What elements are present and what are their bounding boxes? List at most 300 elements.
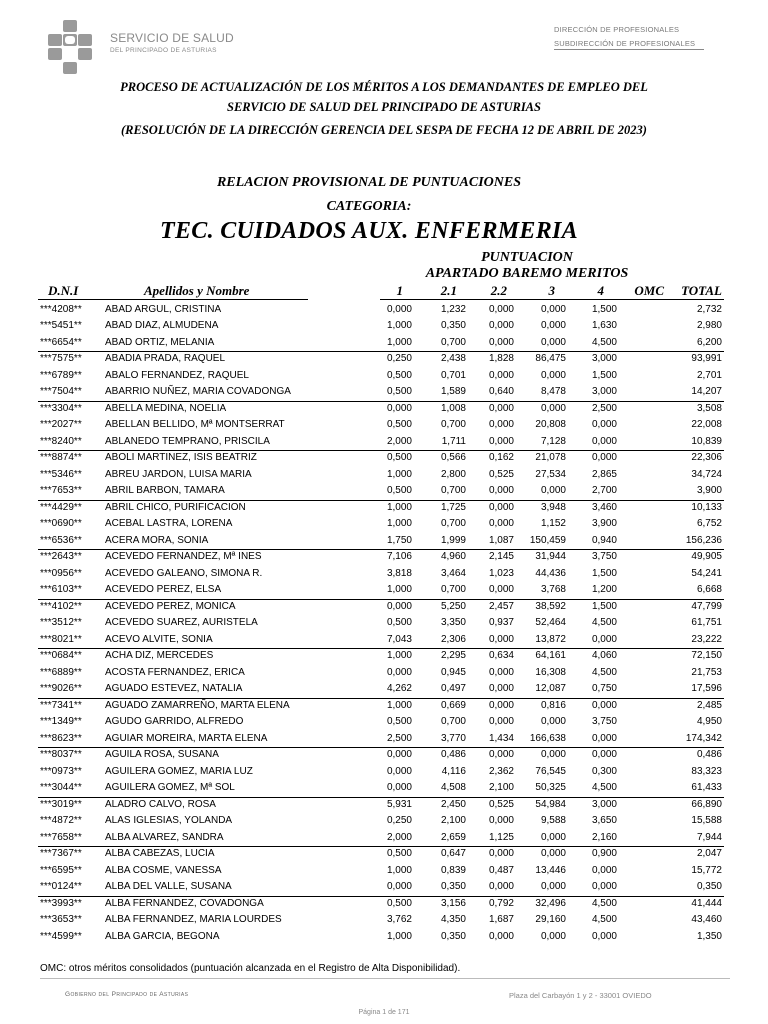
cell-2-2: 2,100 [488, 782, 514, 793]
cell-2-2: 0,000 [488, 815, 514, 826]
cell-2-1: 0,350 [440, 881, 466, 892]
cell-total: 17,596 [691, 683, 722, 694]
cell-2-2: 0,937 [488, 617, 514, 628]
cell-dni: ***8623** [40, 732, 82, 744]
cell-name: AGUADO ESTEVEZ, NATALIA [105, 683, 243, 694]
col-2-1-header: 2.1 [440, 283, 457, 298]
org-name: SERVICIO DE SALUD [110, 31, 234, 45]
cell-2-1: 1,725 [440, 501, 466, 513]
cell-name: ABRIL BARBON, TAMARA [105, 485, 225, 496]
cell-2-2: 0,000 [488, 402, 514, 414]
cell-name: ALBA CABEZAS, LUCIA [105, 848, 215, 859]
col-4-header: 4 [597, 283, 604, 298]
cell-dni: ***0690** [40, 518, 82, 529]
cell-4: 1,500 [591, 369, 617, 381]
group-separator [38, 500, 724, 501]
cell-total: 49,905 [691, 551, 722, 562]
cell-dni: ***1349** [40, 716, 82, 727]
cell-2-2: 0,000 [488, 518, 514, 529]
cell-total: 41,444 [691, 897, 722, 909]
cell-2-1: 4,116 [441, 765, 466, 777]
table-row [0, 599, 768, 616]
cell-2-2: 0,000 [488, 716, 514, 727]
cell-1: 0,000 [386, 303, 412, 315]
cell-3: 7,128 [540, 435, 566, 447]
footer-government: Gobierno del Principado de Asturias [65, 991, 189, 998]
cell-1: 2,000 [386, 435, 412, 447]
cell-2-2: 0,487 [488, 864, 514, 876]
cell-1: 0,000 [386, 749, 412, 760]
cell-4: 4,500 [591, 782, 617, 793]
cell-2-1: 0,839 [440, 864, 466, 876]
cell-1: 0,000 [386, 402, 412, 414]
page-number: Página 1 de 171 [358, 1009, 410, 1016]
cell-3: 76,545 [535, 765, 566, 777]
cell-name: AGUADO ZAMARREÑO, MARTA ELENA [105, 699, 290, 711]
cell-4: 0,300 [591, 765, 617, 777]
cell-3: 38,592 [535, 600, 566, 612]
cell-name: ALADRO CALVO, ROSA [105, 798, 216, 810]
table-row [0, 450, 768, 467]
table-row [0, 846, 768, 863]
cell-total: 22,306 [691, 452, 722, 463]
cell-total: 66,890 [691, 798, 722, 810]
cell-2-2: 1,023 [488, 567, 514, 579]
table-row [0, 648, 768, 665]
cell-dni: ***5451** [40, 320, 82, 331]
cell-1: 3,818 [386, 567, 412, 579]
cell-total: 21,753 [691, 666, 722, 678]
cell-dni: ***8037** [40, 749, 82, 760]
cell-4: 4,500 [591, 914, 617, 925]
cell-2-2: 0,000 [488, 699, 514, 711]
cell-total: 72,150 [691, 650, 722, 661]
cell-dni: ***5346** [40, 468, 82, 480]
cell-3: 0,000 [540, 716, 566, 727]
cell-name: ALBA ALVAREZ, SANDRA [105, 831, 224, 843]
cell-2-1: 0,945 [440, 666, 466, 678]
cell-name: ACERA MORA, SONIA [105, 534, 209, 546]
cell-total: 54,241 [691, 567, 722, 579]
cell-1: 0,500 [386, 369, 412, 381]
table-row [0, 912, 768, 929]
cell-total: 34,724 [691, 468, 722, 480]
cell-total: 15,588 [691, 815, 722, 826]
cell-4: 1,500 [591, 303, 617, 315]
cell-1: 1,000 [386, 468, 412, 480]
cell-name: AGUIAR MOREIRA, MARTA ELENA [105, 732, 268, 744]
cell-total: 0,350 [696, 881, 722, 892]
cell-total: 14,207 [691, 386, 722, 397]
cell-total: 2,701 [696, 369, 722, 381]
cell-4: 0,000 [591, 419, 617, 430]
cell-dni: ***6889** [40, 666, 82, 678]
cell-2-1: 0,669 [440, 699, 466, 711]
cell-dni: ***7658** [40, 831, 82, 843]
cell-name: ACEVO ALVITE, SONIA [105, 633, 213, 645]
cell-1: 0,000 [386, 881, 412, 892]
cell-1: 1,000 [386, 864, 412, 876]
cell-2-1: 0,700 [440, 518, 466, 529]
cell-dni: ***6536** [40, 534, 82, 546]
cell-3: 150,459 [529, 534, 566, 546]
cell-dni: ***7367** [40, 848, 82, 859]
footer-divider [40, 978, 730, 979]
cell-1: 3,762 [386, 914, 412, 925]
group-separator [38, 698, 724, 699]
cell-dni: ***7504** [40, 386, 82, 397]
cell-4: 2,160 [591, 831, 617, 843]
col-3-header: 3 [548, 283, 555, 298]
table-row [0, 582, 768, 599]
table-row [0, 830, 768, 847]
cell-total: 61,751 [691, 617, 722, 628]
cell-dni: ***7575** [40, 353, 82, 364]
cell-dni: ***6103** [40, 584, 82, 595]
cell-2-1: 0,486 [440, 749, 466, 760]
cell-3: 44,436 [535, 567, 566, 579]
cell-2-2: 0,162 [488, 452, 514, 463]
table-row [0, 929, 768, 946]
table-row [0, 797, 768, 814]
cell-1: 7,043 [386, 633, 412, 645]
cell-4: 1,630 [591, 320, 617, 331]
cell-3: 3,948 [540, 501, 566, 513]
cell-1: 1,000 [386, 518, 412, 529]
cell-2-2: 2,457 [488, 600, 514, 612]
cell-2-1: 0,700 [440, 419, 466, 430]
footer-address: Plaza del Carbayón 1 y 2 - 33001 OVIEDO [509, 991, 652, 1000]
cell-2-1: 0,647 [440, 848, 466, 859]
cell-2-1: 1,711 [441, 435, 466, 447]
cell-2-1: 3,464 [440, 567, 466, 579]
cell-1: 2,500 [386, 732, 412, 744]
cell-2-2: 0,000 [488, 485, 514, 496]
cell-4: 3,750 [591, 551, 617, 562]
cell-3: 0,000 [540, 320, 566, 331]
cell-total: 156,236 [685, 534, 722, 546]
header-underline-right [380, 299, 724, 300]
table-row [0, 467, 768, 484]
cell-2-2: 0,525 [488, 468, 514, 480]
cell-4: 4,500 [591, 617, 617, 628]
cell-2-1: 2,659 [440, 831, 466, 843]
table-row [0, 764, 768, 781]
cell-name: AGUILA ROSA, SUSANA [105, 749, 219, 760]
cell-3: 0,000 [540, 369, 566, 381]
cell-2-1: 0,566 [440, 452, 466, 463]
title-line-3: (RESOLUCIÓN DE LA DIRECCIÓN GERENCIA DEL SESPA DE FECHA 12 DE ABRIL DE 2023) [121, 123, 647, 137]
cell-4: 3,000 [591, 798, 617, 810]
cell-total: 47,799 [691, 600, 722, 612]
cell-total: 6,668 [696, 584, 722, 595]
cell-2-1: 3,770 [440, 732, 466, 744]
cell-2-2: 0,000 [488, 666, 514, 678]
cell-3: 21,078 [535, 452, 566, 463]
cell-total: 3,900 [696, 485, 722, 496]
cell-total: 10,133 [691, 501, 722, 513]
title-line-2: SERVICIO DE SALUD DEL PRINCIPADO DE ASTURIAS [227, 100, 541, 114]
cell-3: 0,000 [540, 336, 566, 348]
cell-4: 0,000 [591, 749, 617, 760]
cell-name: ALAS IGLESIAS, YOLANDA [105, 815, 233, 826]
table-row [0, 714, 768, 731]
cell-dni: ***6654** [40, 336, 82, 348]
cell-total: 2,980 [696, 320, 722, 331]
cell-dni: ***0124** [40, 881, 82, 892]
cell-3: 1,152 [540, 518, 566, 529]
cell-name: ACEVEDO SUAREZ, AURISTELA [105, 617, 258, 628]
cell-name: ACEVEDO GALEANO, SIMONA R. [105, 567, 263, 579]
cell-total: 6,200 [696, 336, 722, 348]
cell-4: 3,460 [591, 501, 617, 513]
group-separator [38, 549, 724, 550]
cell-3: 54,984 [535, 798, 566, 810]
cell-1: 1,000 [386, 336, 412, 348]
cell-3: 0,000 [540, 831, 566, 843]
cell-2-2: 0,000 [488, 501, 514, 513]
cell-2-2: 0,000 [488, 930, 514, 942]
cell-total: 7,944 [696, 831, 722, 843]
header-underline-left [38, 299, 308, 300]
group-separator [38, 351, 724, 352]
cell-4: 3,650 [591, 815, 617, 826]
cell-3: 0,000 [540, 930, 566, 942]
cell-dni: ***9026** [40, 683, 82, 694]
cell-4: 3,750 [591, 716, 617, 727]
cell-1: 1,750 [386, 534, 412, 546]
cell-dni: ***4429** [40, 501, 82, 513]
group-separator [38, 450, 724, 451]
cell-name: ABELLAN BELLIDO, Mª MONTSERRAT [105, 419, 285, 430]
cell-2-2: 0,000 [488, 881, 514, 892]
table-row [0, 351, 768, 368]
cell-2-1: 0,497 [440, 683, 466, 694]
cell-3: 166,638 [529, 732, 566, 744]
table-row [0, 500, 768, 517]
cell-dni: ***6595** [40, 864, 82, 876]
cell-4: 3,000 [591, 386, 617, 397]
cell-name: ACEVEDO FERNANDEZ, Mª INES [105, 551, 262, 562]
cell-2-2: 1,125 [488, 831, 514, 843]
cell-2-1: 0,700 [440, 485, 466, 496]
cell-2-2: 0,000 [488, 419, 514, 430]
cell-4: 0,000 [591, 435, 617, 447]
cell-1: 0,000 [386, 765, 412, 777]
cell-2-2: 1,434 [488, 732, 514, 744]
table-row [0, 417, 768, 434]
group-heading-apartado: APARTADO BAREMO MERITOS [425, 266, 629, 281]
cell-2-1: 3,156 [440, 897, 466, 909]
cell-2-2: 1,087 [488, 534, 514, 546]
cell-2-1: 4,960 [440, 551, 466, 562]
cell-dni: ***4208** [40, 303, 82, 315]
cell-2-1: 2,100 [440, 815, 466, 826]
table-row [0, 384, 768, 401]
cell-1: 0,500 [386, 452, 412, 463]
cell-2-2: 0,000 [488, 320, 514, 331]
cell-3: 32,496 [535, 897, 566, 909]
cell-dni: ***8240** [40, 435, 82, 447]
cell-4: 3,000 [591, 353, 617, 364]
cell-2-1: 0,701 [440, 369, 466, 381]
cell-3: 12,087 [535, 683, 566, 694]
cell-total: 2,047 [696, 848, 722, 859]
cell-2-1: 5,250 [440, 600, 466, 612]
cell-3: 0,000 [540, 749, 566, 760]
col-1-header: 1 [396, 283, 403, 298]
cell-dni: ***3019** [40, 798, 82, 810]
table-row [0, 665, 768, 682]
cell-4: 4,500 [591, 336, 617, 348]
cell-1: 0,500 [386, 386, 412, 397]
cell-name: ACOSTA FERNANDEZ, ERICA [105, 666, 245, 678]
cell-4: 0,750 [591, 683, 617, 694]
cell-total: 23,222 [691, 633, 722, 645]
cell-1: 0,500 [386, 897, 412, 909]
cell-name: ACEVEDO PEREZ, MONICA [105, 600, 236, 612]
cell-3: 64,161 [535, 650, 566, 661]
cell-name: ABREU JARDON, LUISA MARIA [105, 468, 252, 480]
cell-2-2: 0,792 [488, 897, 514, 909]
cell-dni: ***0973** [40, 765, 82, 777]
table-row [0, 632, 768, 649]
cell-dni: ***3653** [40, 914, 82, 925]
cell-1: 0,500 [386, 716, 412, 727]
table-row [0, 335, 768, 352]
table-row [0, 731, 768, 748]
group-separator [38, 401, 724, 402]
cell-4: 0,000 [591, 452, 617, 463]
col-total-header: TOTAL [681, 283, 722, 298]
table-row [0, 483, 768, 500]
cell-dni: ***4872** [40, 815, 82, 826]
cell-total: 15,772 [691, 864, 722, 876]
categoria-label: CATEGORIA: [326, 199, 412, 214]
cell-total: 1,350 [696, 930, 722, 942]
cell-name: ABOLI MARTINEZ, ISIS BEATRIZ [105, 452, 257, 463]
cell-1: 1,000 [386, 650, 412, 661]
cell-2-2: 0,000 [488, 369, 514, 381]
table-row [0, 747, 768, 764]
relacion-heading: RELACION PROVISIONAL DE PUNTUACIONES [216, 175, 522, 190]
table-row [0, 879, 768, 896]
cell-2-2: 0,634 [488, 650, 514, 661]
cell-name: ABALO FERNANDEZ, RAQUEL [105, 369, 249, 381]
cell-dni: ***4599** [40, 930, 82, 942]
cell-1: 5,931 [386, 798, 412, 810]
cell-4: 2,700 [591, 485, 617, 496]
cell-2-2: 2,362 [488, 765, 514, 777]
cell-name: AGUILERA GOMEZ, Mª SOL [105, 782, 235, 793]
table-row [0, 516, 768, 533]
cell-3: 3,768 [540, 584, 566, 595]
cell-3: 86,475 [535, 353, 566, 364]
categoria-title: TEC. CUIDADOS AUX. ENFERMERIA [160, 218, 578, 244]
cell-3: 13,446 [535, 864, 566, 876]
cell-dni: ***7341** [40, 699, 82, 711]
table-row [0, 813, 768, 830]
table-row [0, 318, 768, 335]
cell-total: 2,485 [696, 699, 722, 711]
table-row [0, 368, 768, 385]
subdepartment: SUBDIRECCIÓN DE PROFESIONALES [554, 39, 696, 48]
cell-3: 50,325 [535, 782, 566, 793]
cell-1: 0,500 [386, 848, 412, 859]
table-row [0, 566, 768, 583]
cell-2-1: 2,450 [440, 798, 466, 810]
cell-2-2: 0,000 [488, 848, 514, 859]
cell-2-2: 2,145 [488, 551, 514, 562]
cell-2-1: 0,700 [440, 584, 466, 595]
cell-2-2: 0,000 [488, 336, 514, 348]
cell-2-1: 1,008 [440, 402, 466, 414]
cell-1: 1,000 [386, 501, 412, 513]
cell-4: 4,500 [591, 897, 617, 909]
cell-4: 2,865 [591, 468, 617, 480]
cell-dni: ***2643** [40, 551, 82, 562]
cell-3: 27,534 [535, 468, 566, 480]
cell-2-2: 0,000 [488, 633, 514, 645]
omc-footnote: OMC: otros méritos consolidados (puntuación alcanzada en el Registro de Alta Disponibilidad). [40, 963, 461, 974]
cell-dni: ***0956** [40, 567, 82, 579]
cell-name: ABAD DIAZ, ALMUDENA [105, 320, 219, 331]
cell-3: 0,816 [540, 699, 566, 711]
cell-dni: ***4102** [40, 600, 82, 612]
cell-3: 0,000 [540, 303, 566, 315]
cell-2-1: 2,295 [440, 650, 466, 661]
cell-2-1: 1,999 [440, 534, 466, 546]
col-2-2-header: 2.2 [490, 283, 507, 298]
cell-2-1: 0,700 [440, 336, 466, 348]
cell-name: ABELLA MEDINA, NOELIA [105, 402, 227, 414]
cell-dni: ***8874** [40, 452, 82, 463]
cell-1: 1,000 [386, 699, 412, 711]
cell-1: 0,500 [386, 419, 412, 430]
cell-4: 0,000 [591, 732, 617, 744]
cell-name: ALBA DEL VALLE, SUSANA [105, 881, 232, 892]
table-row [0, 401, 768, 418]
cell-3: 52,464 [535, 617, 566, 628]
group-separator [38, 797, 724, 798]
cell-2-1: 2,306 [440, 633, 466, 645]
cell-name: ACEBAL LASTRA, LORENA [105, 518, 233, 529]
cell-4: 0,000 [591, 930, 617, 942]
cell-3: 13,872 [535, 633, 566, 645]
cell-2-2: 0,640 [488, 386, 514, 397]
cell-2-1: 0,700 [440, 716, 466, 727]
cell-1: 0,500 [386, 485, 412, 496]
cell-3: 0,000 [540, 402, 566, 414]
cell-2-1: 1,232 [440, 303, 466, 315]
cell-2-1: 0,350 [440, 930, 466, 942]
cell-4: 1,500 [591, 600, 617, 612]
cell-dni: ***3044** [40, 782, 82, 793]
cell-2-1: 2,800 [440, 468, 466, 480]
cell-3: 16,308 [535, 666, 566, 678]
cell-3: 0,000 [540, 848, 566, 859]
cell-4: 4,060 [591, 650, 617, 661]
table-row [0, 698, 768, 715]
cell-4: 1,500 [591, 567, 617, 579]
group-separator [38, 846, 724, 847]
cell-name: ABADIA PRADA, RAQUEL [105, 353, 226, 364]
cell-1: 0,500 [386, 617, 412, 628]
cell-total: 3,508 [696, 402, 722, 414]
col-dni-header: D.N.I [48, 283, 79, 298]
cell-total: 4,950 [696, 716, 722, 727]
cell-4: 0,000 [591, 699, 617, 711]
